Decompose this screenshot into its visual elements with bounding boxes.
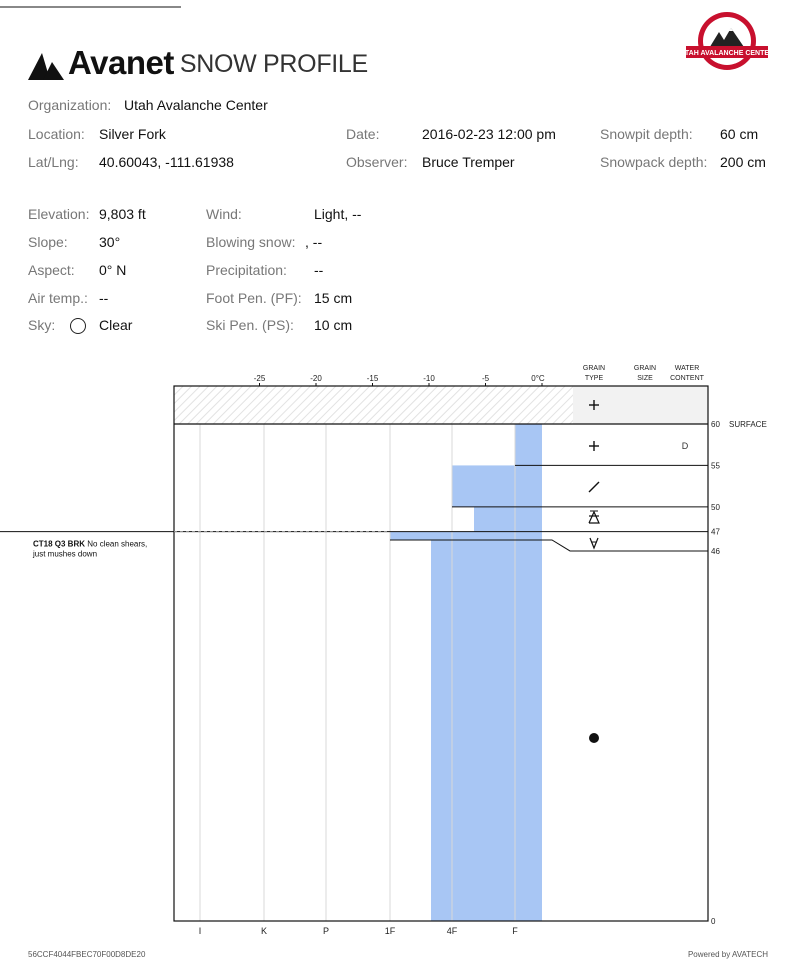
column-header: TYPE <box>584 375 604 382</box>
header-rule <box>0 6 181 8</box>
water-content-value: D <box>681 441 689 451</box>
depth-label: 47 <box>711 527 720 537</box>
profile-id: 56CCF4044FBEC70F00D8DE20 <box>28 950 146 959</box>
depth-hoar-icon <box>590 538 598 548</box>
location-value: Silver Fork <box>99 126 166 142</box>
column-header: WATER <box>674 365 700 372</box>
logo-text: UTAH AVALANCHE CENTER <box>679 50 775 57</box>
aspect-label: Aspect: <box>28 262 75 278</box>
foot-pen-value: 15 cm <box>314 290 353 306</box>
column-header: GRAIN <box>633 365 657 372</box>
temp-tick-label: -10 <box>423 374 435 383</box>
temp-tick-label: -25 <box>253 374 266 383</box>
brand-name: Avanet <box>68 44 174 81</box>
hardness-bar <box>452 465 542 506</box>
temp-tick-label: -20 <box>310 374 322 383</box>
sky-label: Sky: <box>28 317 56 333</box>
faceted-rounded-icon <box>589 482 599 492</box>
snowpack-depth-value: 200 cm <box>720 154 766 170</box>
temp-tick-label: 0°C <box>531 374 545 383</box>
location-label: Location: <box>28 126 85 142</box>
melt-form-icon <box>589 733 599 743</box>
column-header: SIZE <box>637 375 653 382</box>
ski-pen-label: Ski Pen. (PS): <box>206 317 294 333</box>
organization-label: Organization: <box>28 97 112 113</box>
stability-test-text <box>33 540 147 549</box>
temp-tick-label: -15 <box>366 374 379 383</box>
wind-value: Light, -- <box>314 206 362 222</box>
ski-pen-value: 10 cm <box>314 317 353 333</box>
depth-label: 50 <box>711 502 720 512</box>
slope-label: Slope: <box>28 234 68 250</box>
elevation-value: 9,803 ft <box>99 206 146 222</box>
surface-label: SURFACE <box>729 420 767 429</box>
snowpack-depth-label: Snowpack depth: <box>600 154 708 170</box>
hardness-tick-label: 1F <box>384 926 396 936</box>
hardness-bar <box>515 424 542 465</box>
date-value: 2016-02-23 12:00 pm <box>422 126 556 142</box>
observer-value: Bruce Tremper <box>422 154 515 170</box>
depth-label: 55 <box>711 461 720 471</box>
hardness-bar <box>431 540 542 921</box>
stability-test-comment: just mushes down <box>33 549 98 559</box>
latlng-label: Lat/Lng: <box>28 154 79 170</box>
avanet-logo-icon <box>28 50 64 80</box>
hardness-tick-label: F <box>512 926 518 936</box>
air-temp-value: -- <box>99 290 109 306</box>
hardness-tick-label: 4F <box>446 926 458 936</box>
stability-test-comment: No clean shears, <box>85 539 148 549</box>
avanet-brand <box>28 40 368 80</box>
air-temp-label: Air temp.: <box>28 290 88 306</box>
hardness-tick-label: K <box>260 926 268 936</box>
sky-value: Clear <box>99 317 133 333</box>
above-surface-hatch <box>174 386 573 424</box>
document-type: SNOW PROFILE <box>179 50 368 78</box>
snowpit-depth-label: Snowpit depth: <box>600 126 693 142</box>
wind-label: Wind: <box>206 206 242 222</box>
column-header: GRAIN <box>582 365 606 372</box>
snow-profile-chart <box>0 360 800 940</box>
hardness-bar <box>474 507 542 532</box>
depth-label: 46 <box>711 546 720 556</box>
powered-by: Powered by AVATECH <box>687 950 768 959</box>
hardness-tick-label: I <box>198 926 202 936</box>
surface-hoar-rimed-icon <box>589 512 599 523</box>
latlng-value: 40.60043, -111.61938 <box>99 154 234 170</box>
organization-value: Utah Avalanche Center <box>124 97 268 113</box>
utah-avalanche-center-logo <box>679 10 775 72</box>
blowing-snow-label: Blowing snow: <box>206 234 296 250</box>
blowing-snow-value: , -- <box>305 234 323 250</box>
elevation-label: Elevation: <box>28 206 90 222</box>
depth-label: 0 <box>711 917 716 926</box>
foot-pen-label: Foot Pen. (PF): <box>206 290 302 306</box>
hardness-bar <box>390 532 542 540</box>
slope-value: 30° <box>99 234 121 250</box>
stability-test-code: CT18 Q3 BRK <box>33 539 86 549</box>
clear-sky-circle-icon <box>70 318 86 334</box>
aspect-value: 0° N <box>99 262 127 278</box>
date-label: Date: <box>346 126 380 142</box>
precipitation-value: -- <box>314 262 324 278</box>
column-header: CONTENT <box>670 375 704 382</box>
observer-label: Observer: <box>346 154 408 170</box>
hardness-tick-label: P <box>322 926 330 936</box>
temp-tick-label: -5 <box>481 374 490 383</box>
precipitation-label: Precipitation: <box>206 262 287 278</box>
depth-label: 60 <box>711 420 720 429</box>
snowpit-depth-value: 60 cm <box>720 126 759 142</box>
